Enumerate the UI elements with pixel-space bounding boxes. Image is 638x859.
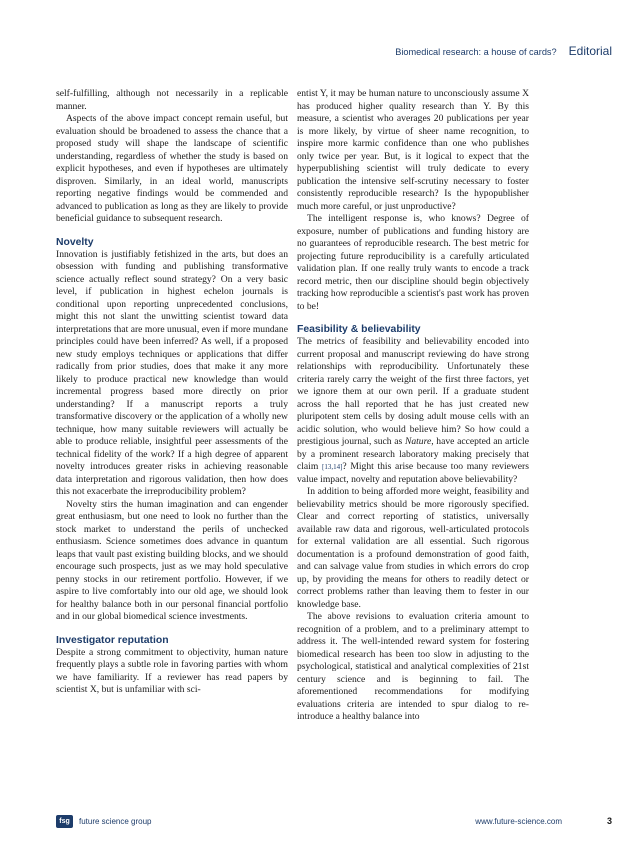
section-label: Editorial [568,44,612,58]
paragraph: The above revisions to evaluation criteria amount to recognition of a problem, and to a preliminary attempt to address it. The well-intended reward system for fostering biomedical research has been too slow in adjusting to the psychological, statistical and analytical complexities of 21st century science and is beginning to fail. The aforementioned recommendations for modifying evaluations criteria are intended to spur dialog to re-introduce a healthy balance into [297,611,529,722]
page-footer [56,815,612,831]
paragraph [297,336,529,486]
paragraph: entist Y, it may be human nature to unconsciously assume X has produced higher quality research than Y. By this measure, a scientist who averages 20 publications per year is more likely, by virtue of sheer name recognition, to inspire more karmic confidence than one who publishes only twice per year. But, is it logical to expect that the hyperpublishing scientist will truly dedicate to every publication the intensive self-scrutiny necessary to foster consistently reproducible research? Is the hypopublisher much more careful, or just unproductive? [297,88,529,212]
text-span: The metrics of feasibility and believability encoded into current proposal and manuscript reviewing do have strong relationships with reproducibility. Unfortunately these criteria rarely carry the weight of the first three factors, yet we ignore them at our own peril. If a graduate student across the hall reported that he has just created new pluripotent stem cells by dosing adult mouse cells with an acidic solution, who would believe him? So how could a prestigious journal, such as [297,336,529,447]
publisher-logo [56,815,152,828]
publisher-name: future science group [79,817,152,826]
page-number: 3 [606,816,612,826]
right-column [297,88,529,724]
paragraph: Innovation is justifiably fetishized in the arts, but does an obsession with funding and publishing transformative science actually reflect sound strategy? On a very basic level, if publication in highest echelon journals is conditional upon reporting unprecedented conclusions, might this not slant the unwitting scientist toward data interpretations that are more unusual, even if more mundane principles could have been inferred? As well, if a proposed new study employs techniques or applications that differ radically from prior studies, does that make it any more likely to produce practical new knowledge than would incremental progress based more directly on prior understanding? If a manuscript reports a truly transformative discovery or the application of a wholly new technique, how many suitable reviewers will actually be able to produce reliable, insightful peer assessments of the technical fidelity of the work? If a high degree of apparent novelty introduces greater risks in achieving reasonable data interpretation and rigorous validation, then how does this not exacerbate the irreproducibility problem? [56,248,288,497]
paragraph: Aspects of the above impact concept remain useful, but evaluation should be broadened to assess the chance that a proposed study will shape the landscape of scientific understanding, regardless of whether the study is based on explicit hypotheses, and even if hypotheses are ultimately disproven. Similarly, in an ideal world, manuscripts reporting negative findings would be commended and advanced to publication as long as they are likely to provide beneficial guidance to subsequent research. [56,113,288,224]
running-title: Biomedical research: a house of cards? [395,47,557,57]
journal-name: Nature [404,436,432,447]
text-span: , have accepted an article by a prominent research laboratory making precisely that claim [297,436,529,472]
paragraph: Novelty stirs the human imagination and can engender great enthusiasm, but one need to look no further than the stock market to understand the perils of unchecked enthusiasm. Science sometimes does advance in quantum leaps that vault past existing building blocks, and we should encourage such prospects, just as we may hold speculative penny stocks in our retirement portfolio. However, if we aspire to live comfortably into our old age, we should look for healthy balance both in our personal financial portfolio and in our global biomedical science investments. [56,498,288,622]
text-span: ? Might this arise because too many reviewers value impact, novelty and reputation above believability? [297,461,529,485]
heading-novelty: Novelty [56,236,94,248]
publisher-url[interactable]: www.future-science.com [475,817,562,826]
paragraph: The intelligent response is, who knows? Degree of exposure, number of publications and funding history are no guarantees of reproducible research. The best metric for projecting future reproducibility is a carefully articulated validation plan. If one really truly wants to encode a track record metric, then our discipline should begin objectively tracking how reproducible a scientist's past work has proven to be! [297,213,529,312]
fsg-logo-icon: fsg [56,815,73,828]
left-column [56,88,288,697]
heading-investigator-reputation: Investigator reputation [56,634,169,646]
paragraph: Despite a strong commitment to objectivity, human nature frequently plays a subtle role in favoring parties with whom we have familiarity. If a reviewer has read papers by scientist X, but is unfamiliar with sci- [56,646,288,695]
paragraph: In addition to being afforded more weight, feasibility and believability metrics should be more rigorously specified. Clear and correct reporting of statistics, universally available raw data and rigorous, well-articulated protocols for external validation are all essential. Such rigorous documentation is a profound demonstration of good faith, and can salvage value from studies in which errors do crop up, by providing the means for others to readily detect or correct problems rather than leaving them to fester in our knowledge base. [297,486,529,610]
heading-feasibility: Feasibility & believability [297,324,421,335]
citation-reference[interactable]: [13,14] [321,463,343,471]
paragraph: self-fulfilling, although not necessarily in a replicable manner. [56,88,288,112]
page-header [395,44,612,60]
